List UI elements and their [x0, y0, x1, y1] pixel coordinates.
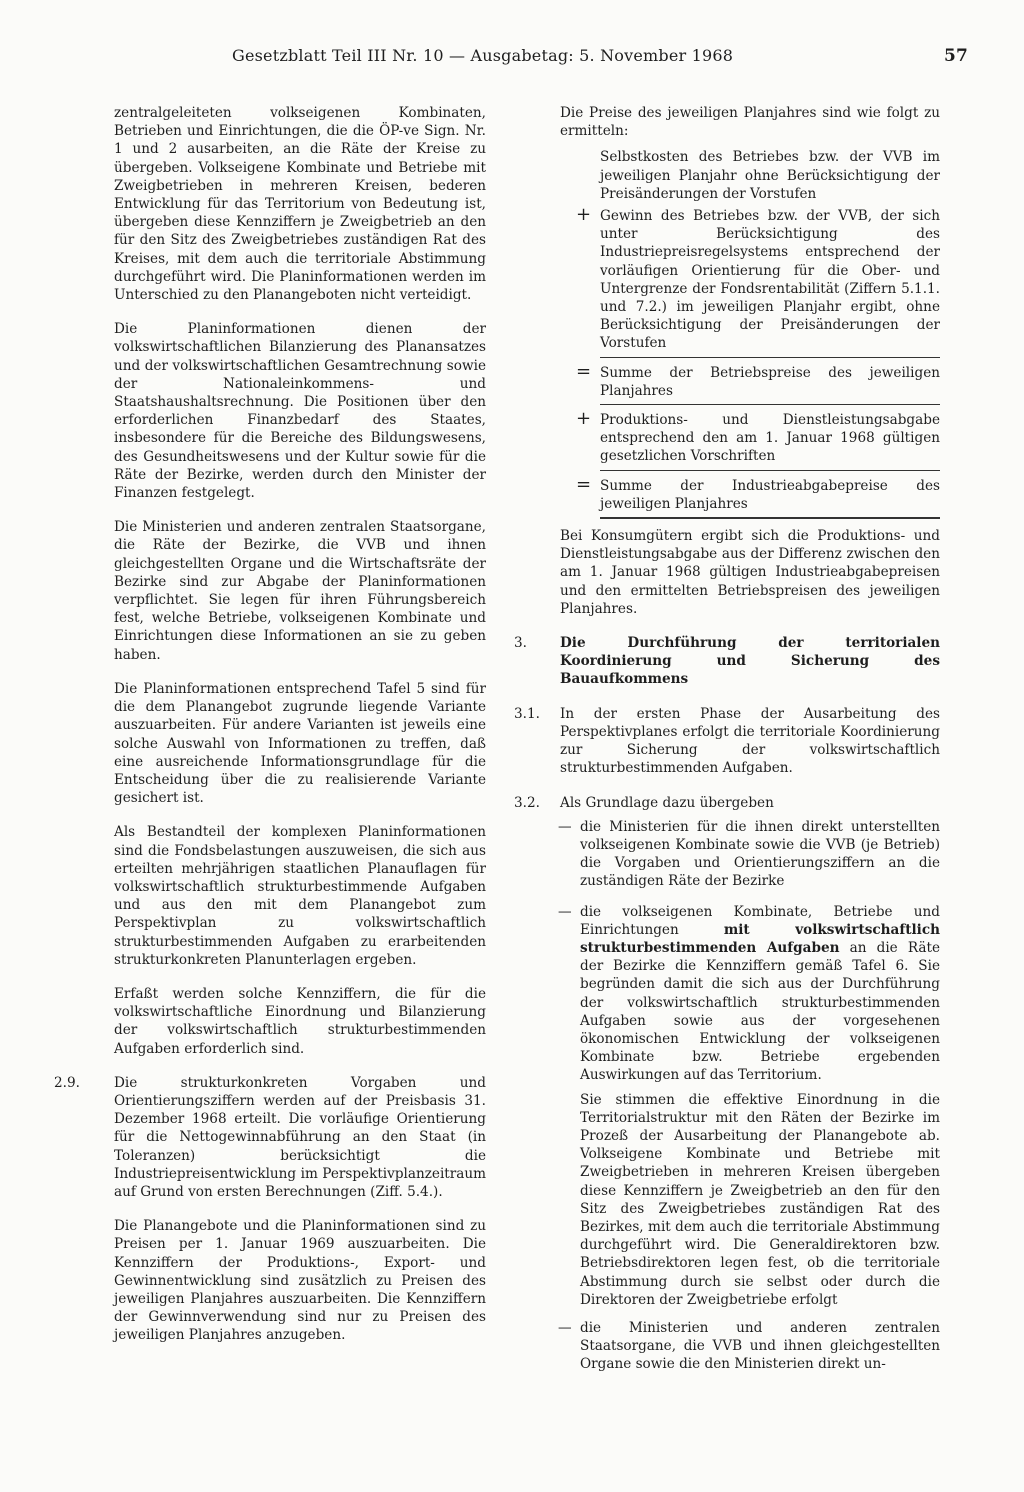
- formula-text: Summe der Betriebspreise des jeweiligen Planjahres: [600, 364, 940, 399]
- paragraph: Die Planinformationen entsprechend Tafel 5 sind für die dem Planangebot zugrunde liegende Variante auszuarbeiten. Für andere Varianten ist jeweils eine solche Auswahl von Informationen zu treffen, daß eine ausreichende Informationsgrundlage für die Entscheidung über die zu realisierende Variante gesichert ist.: [114, 680, 486, 807]
- formula-text: Produktions- und Dienstleistungsabgabe entsprechend den am 1. Januar 1968 gültigen gesetzlichen Vorschriften: [600, 412, 940, 465]
- page-number: 57: [944, 46, 969, 66]
- paragraph: Die Preise des jeweiligen Planjahres sind wie folgt zu ermitteln:: [560, 105, 940, 140]
- section-3-2: [514, 794, 940, 812]
- equals-symbol: =: [576, 360, 592, 382]
- list-item: [558, 903, 940, 1085]
- dash-bullet: —: [558, 1319, 572, 1336]
- section-number: 2.9.: [54, 1074, 80, 1091]
- paragraph: Erfaßt werden solche Kennziffern, die für die volkswirtschaftliche Einordnung und Bilanzierung der volkswirtschaftlich strukturbestimmenden Aufgaben erforderlich sind.: [114, 985, 486, 1057]
- formula-item: [576, 360, 940, 400]
- price-formula: [576, 148, 940, 519]
- divider: [600, 517, 940, 519]
- list-item: [558, 818, 940, 891]
- left-column: [54, 104, 486, 1361]
- formula-text: Selbstkosten des Betriebes bzw. der VVB im jeweiligen Planjahr ohne Berücksichtigung der Preisänderungen der Vorstufen: [600, 149, 940, 202]
- paragraph: Als Bestandteil der komplexen Planinformationen sind die Fondsbelastungen auszuweisen, die sich aus erteilten mehrjährigen staatlichen Planauflagen für volkswirtschaftlich strukturbestimmende Aufgaben und aus den mit dem Planangebot zum Perspektivplan zu volkswirtschaftlich strukturbestimmenden Aufgaben zu erarbeitenden strukturkonkreten Planunterlagen ergeben.: [114, 824, 486, 968]
- equals-symbol: =: [576, 473, 592, 495]
- formula-item: [600, 148, 940, 203]
- section-text: Die strukturkonkreten Vorgaben und Orientierungsziffern werden auf der Preisbasis 31. Dezember 1968 erteilt. Die vorläufige Orientierung für die Nettogewinnabführung an den Staat (in Toleranzen) berücksichtigt die Industriepreisentwicklung im Perspektivplanzeitraum auf Grund von ersten Berechnungen (Ziff. 5.4.).: [114, 1074, 486, 1200]
- list-item-text: die Ministerien und anderen zentralen Staatsorgane, die VVB und ihnen gleichgestellten Organe sowie die den Ministerien direkt un-: [580, 1319, 940, 1373]
- dash-bullet: —: [558, 818, 572, 835]
- section-heading: Die Durchführung der territorialen Koordinierung und Sicherung des Bauaufkommens: [560, 635, 940, 688]
- plus-symbol: +: [576, 408, 592, 430]
- paragraph: zentralgeleiteten volkseigenen Kombinaten, Betrieben und Einrichtungen, die die ÖP-ve Sign. Nr. 1 und 2 ausarbeiten, an die Räte der Kreise zu übergeben. Volkseigene Kombinate und Betriebe mit Zweigbetrieben in mehreren Kreisen, bederen Entwicklung für das Territorium von Bedeutung ist, übergeben diese Kennziffern je Zweigbetrieb an den für den Sitz des Zweigbetriebes zuständigen Rat des Kreises, mit dem auch die territoriale Abstimmung durchgeführt wird. Die Planinformationen werden im Unterschied zu den Planangeboten nicht verteidigt.: [114, 105, 486, 304]
- section-2-9: [54, 1074, 486, 1201]
- plus-symbol: +: [576, 204, 592, 226]
- dash-bullet: —: [558, 903, 572, 920]
- list-item-text: die Ministerien für die ihnen direkt unterstellten volkseigenen Kombinate sowie die VVB (je Betrieb) die Vorgaben und Orientierungsziffern an die zuständigen Räte der Bezirke: [580, 818, 940, 890]
- divider: [600, 470, 940, 471]
- formula-text: Summe der Industrieabgabepreise des jeweiligen Planjahres: [600, 477, 940, 512]
- list-item-emphasis: mit volkswirtschaftlich strukturbestimmenden Aufgaben: [580, 921, 940, 956]
- paragraph: Die Ministerien und anderen zentralen Staatsorgane, die Räte der Bezirke, die VVB und ihnen gleichgestellten Organe und die Wirtschaftsräte der Bezirke sind zur Abgabe der Planinformationen verpflichtet. Sie legen für ihren Führungsbereich fest, welche Betriebe, volkseigenen Kombinate und Einrichtungen diese Informationen an sie zu geben haben.: [114, 519, 486, 663]
- section-number: 3.: [514, 635, 527, 652]
- formula-item: [576, 473, 940, 513]
- divider: [600, 357, 940, 358]
- page-header: [0, 46, 1024, 76]
- formula-item: [576, 408, 940, 466]
- paragraph: Bei Konsumgütern ergibt sich die Produktions- und Dienstleistungsabgabe aus der Differenz zwischen den am 1. Januar 1968 gültigen Industrieabgabepreisen und den ermittelten Betriebspreisen des jeweiligen Planjahres.: [560, 528, 940, 617]
- paragraph: Die Planinformationen dienen der volkswirtschaftlichen Bilanzierung des Planansatzes und der volkswirtschaftlichen Gesamtrechnung sowie der Nationaleinkommens- und Staatshaushaltsrechnung. Die Positionen über den erforderlichen Finanzbedarf des Staates, insbesondere für die Bereiche des Bildungswesens, des Gesundheitswesens und der Kultur sowie für die Räte der Bezirke, werden durch den Minister der Finanzen festgelegt.: [114, 321, 486, 502]
- paragraph: Die Planangebote und die Planinformationen sind zu Preisen per 1. Januar 1969 auszuarbeiten. Die Kennziffern der Produktions-, Export- und Gewinnentwicklung sind zusätzlich zu Preisen des jeweiligen Planjahres auszuarbeiten. Die Kennziffern der Gewinnverwendung sind nur zu Preisen des jeweiligen Planjahres anzugeben.: [114, 1218, 486, 1344]
- list-item-text: an die Räte der Bezirke die Kennziffern gemäß Tafel 6. Sie begründen damit die sich aus der Durchführung der volkswirtschaftlich strukturbestimmenden Aufgaben sowie aus der vorgesehenen ökonomischen Entwicklung der volkseigenen Kombinate bzw. Betriebe ergebenden Auswirkungen auf das Territorium.: [580, 939, 940, 1084]
- section-number: 3.1.: [514, 705, 540, 722]
- formula-item: [576, 204, 940, 353]
- divider: [600, 404, 940, 405]
- gazette-title: Gesetzblatt Teil III Nr. 10 — Ausgabetag: 5. November 1968: [232, 46, 734, 65]
- formula-text: Gewinn des Betriebes bzw. der VVB, der sich unter Berücksichtigung des Industriepreisregelsystems entsprechend der vorläufigen Orientierung für die Ober- und Untergrenze der Fondsrentabilität (Ziffern 5.1.1. und 7.2.) im jeweiligen Planjahr ergibt, ohne Berücksichtigung der Preisänderungen der Vorstufen: [600, 208, 940, 352]
- paragraph: Sie stimmen die effektive Einordnung in die Territorialstruktur mit den Räten der Bezirke im Prozeß der Ausarbeitung der Planangebote ab. Volkseigene Kombinate und Betriebe mit Zweigbetrieben in mehreren Kreisen übergeben diese Kennziffern je Zweigbetrieb an den für den Sitz des Zweigbetriebes zuständigen Rat des Bezirkes, mit dem auch die territoriale Abstimmung durchgeführt wird. Die Generaldirektoren bzw. Betriebsdirektoren legen fest, ob die territoriale Abstimmung durch sie selbst oder durch die Direktoren der Zweigbetriebe erfolgt: [580, 1091, 940, 1308]
- section-text: In der ersten Phase der Ausarbeitung des Perspektivplanes erfolgt die territoriale Koordinierung zur Sicherung der volkswirtschaftlich strukturbestimmenden Aufgaben.: [560, 705, 940, 777]
- section-3: [514, 634, 940, 689]
- section-3-1: [514, 705, 940, 778]
- section-number: 3.2.: [514, 794, 540, 811]
- list-item-text: die volkseigenen Kombinate, Betriebe und Einrichtungen: [580, 903, 940, 938]
- right-column: [514, 104, 940, 1386]
- list-item: [558, 1319, 940, 1374]
- section-text: Als Grundlage dazu übergeben: [560, 794, 774, 811]
